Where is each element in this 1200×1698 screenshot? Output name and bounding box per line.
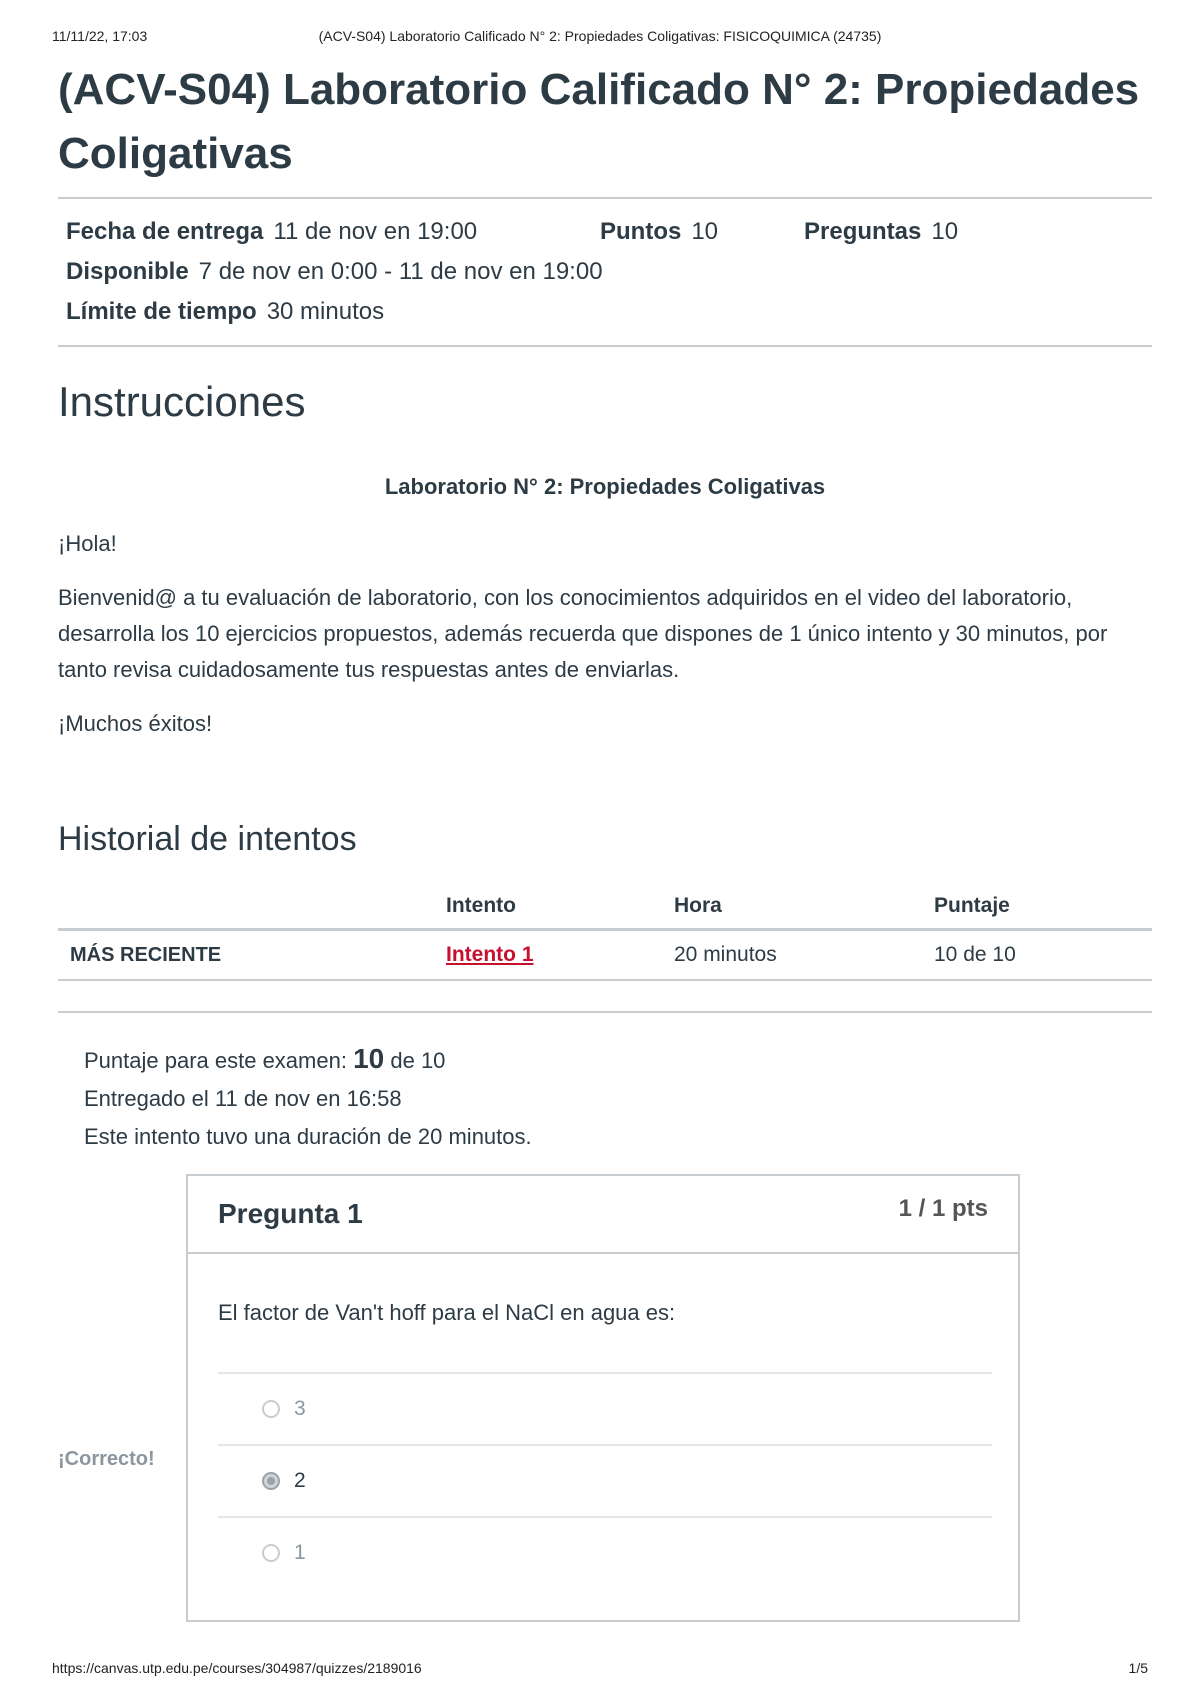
questions-label: Preguntas <box>804 218 922 245</box>
available-value: 7 de nov en 0:00 - 11 de nov en 19:00 <box>198 258 603 285</box>
instructions-body: Bienvenid@ a tu evaluación de laboratorio, con los conocimientos adquiridos en el video del laboratorio, desarrolla los 10 ejercicios propuestos, además recuerda que dispones de 1 único intento y 30 minutos, por tanto revisa cuidadosamente tus respuestas antes de enviarlas. <box>58 585 1108 682</box>
attempt-link[interactable]: Intento 1 <box>446 943 534 966</box>
question-title: Pregunta 1 <box>218 1198 363 1229</box>
time-limit-value: 30 minutos <box>266 298 385 325</box>
available-label: Disponible <box>66 258 189 285</box>
correct-answer-label: ¡Correcto! <box>58 1448 161 1471</box>
points-value: 10 <box>691 218 719 245</box>
column-header-time: Hora <box>662 884 922 930</box>
time-limit-label: Límite de tiempo <box>66 298 257 325</box>
print-footer <box>52 1660 1148 1676</box>
question-text: El factor de Van't hoff para el NaCl en agua es: <box>218 1300 676 1325</box>
radio-button[interactable] <box>262 1544 280 1562</box>
instructions-closing: ¡Muchos éxitos! <box>58 711 213 736</box>
attempt-label: MÁS RECIENTE <box>58 930 434 981</box>
question-header <box>188 1176 1018 1254</box>
submitted-text: Entregado el 11 de nov en 16:58 <box>84 1086 402 1111</box>
print-header <box>52 28 1148 44</box>
print-datetime: 11/11/22, 17:03 <box>52 28 148 44</box>
divider <box>58 1011 1152 1013</box>
table-header-row <box>58 884 1152 930</box>
quiz-details <box>66 212 958 332</box>
question-card <box>186 1174 1020 1622</box>
attempt-summary <box>84 1040 532 1156</box>
questions-value: 10 <box>931 218 959 245</box>
instructions-heading: Instrucciones <box>58 378 306 425</box>
radio-button-selected[interactable] <box>262 1472 280 1490</box>
column-header-score: Puntaje <box>922 884 1152 930</box>
answer-text: 2 <box>294 1469 306 1492</box>
column-header-attempt: Intento <box>434 884 662 930</box>
instructions-subheading: Laboratorio N° 2: Propiedades Coligativas <box>384 474 826 499</box>
points-label: Puntos <box>600 218 682 245</box>
divider <box>58 197 1152 199</box>
question-points: 1 / 1 pts <box>898 1195 988 1222</box>
divider <box>58 345 1152 347</box>
due-date-label: Fecha de entrega <box>66 218 264 245</box>
answer-option[interactable] <box>218 1372 992 1444</box>
page-title: (ACV-S04) Laboratorio Calificado N° 2: Propiedades Coligativas <box>58 65 1140 178</box>
answer-option-selected[interactable] <box>218 1444 992 1516</box>
score-value: 10 <box>353 1043 385 1074</box>
page-url: https://canvas.utp.edu.pe/courses/304987/quizzes/2189016 <box>52 1660 422 1676</box>
score-prefix: Puntaje para este examen: <box>84 1048 347 1073</box>
attempt-history-table <box>58 884 1152 981</box>
score-suffix: de 10 <box>390 1048 446 1073</box>
history-heading: Historial de intentos <box>58 820 357 858</box>
table-row <box>58 930 1152 981</box>
radio-button[interactable] <box>262 1400 280 1418</box>
print-page-title: (ACV-S04) Laboratorio Calificado N° 2: Propiedades Coligativas: FISICOQUIMICA (24735) <box>318 28 882 44</box>
page-number: 1/5 <box>1128 1660 1148 1676</box>
duration-text: Este intento tuvo una duración de 20 minutos. <box>84 1124 532 1149</box>
attempt-time: 20 minutos <box>662 930 922 981</box>
answer-text: 3 <box>294 1397 306 1420</box>
answer-option[interactable] <box>218 1516 992 1588</box>
answer-text: 1 <box>294 1541 306 1564</box>
attempt-score: 10 de 10 <box>922 930 1152 981</box>
due-date-value: 11 de nov en 19:00 <box>273 218 478 245</box>
instructions-greeting: ¡Hola! <box>58 531 117 556</box>
column-header <box>58 884 434 930</box>
